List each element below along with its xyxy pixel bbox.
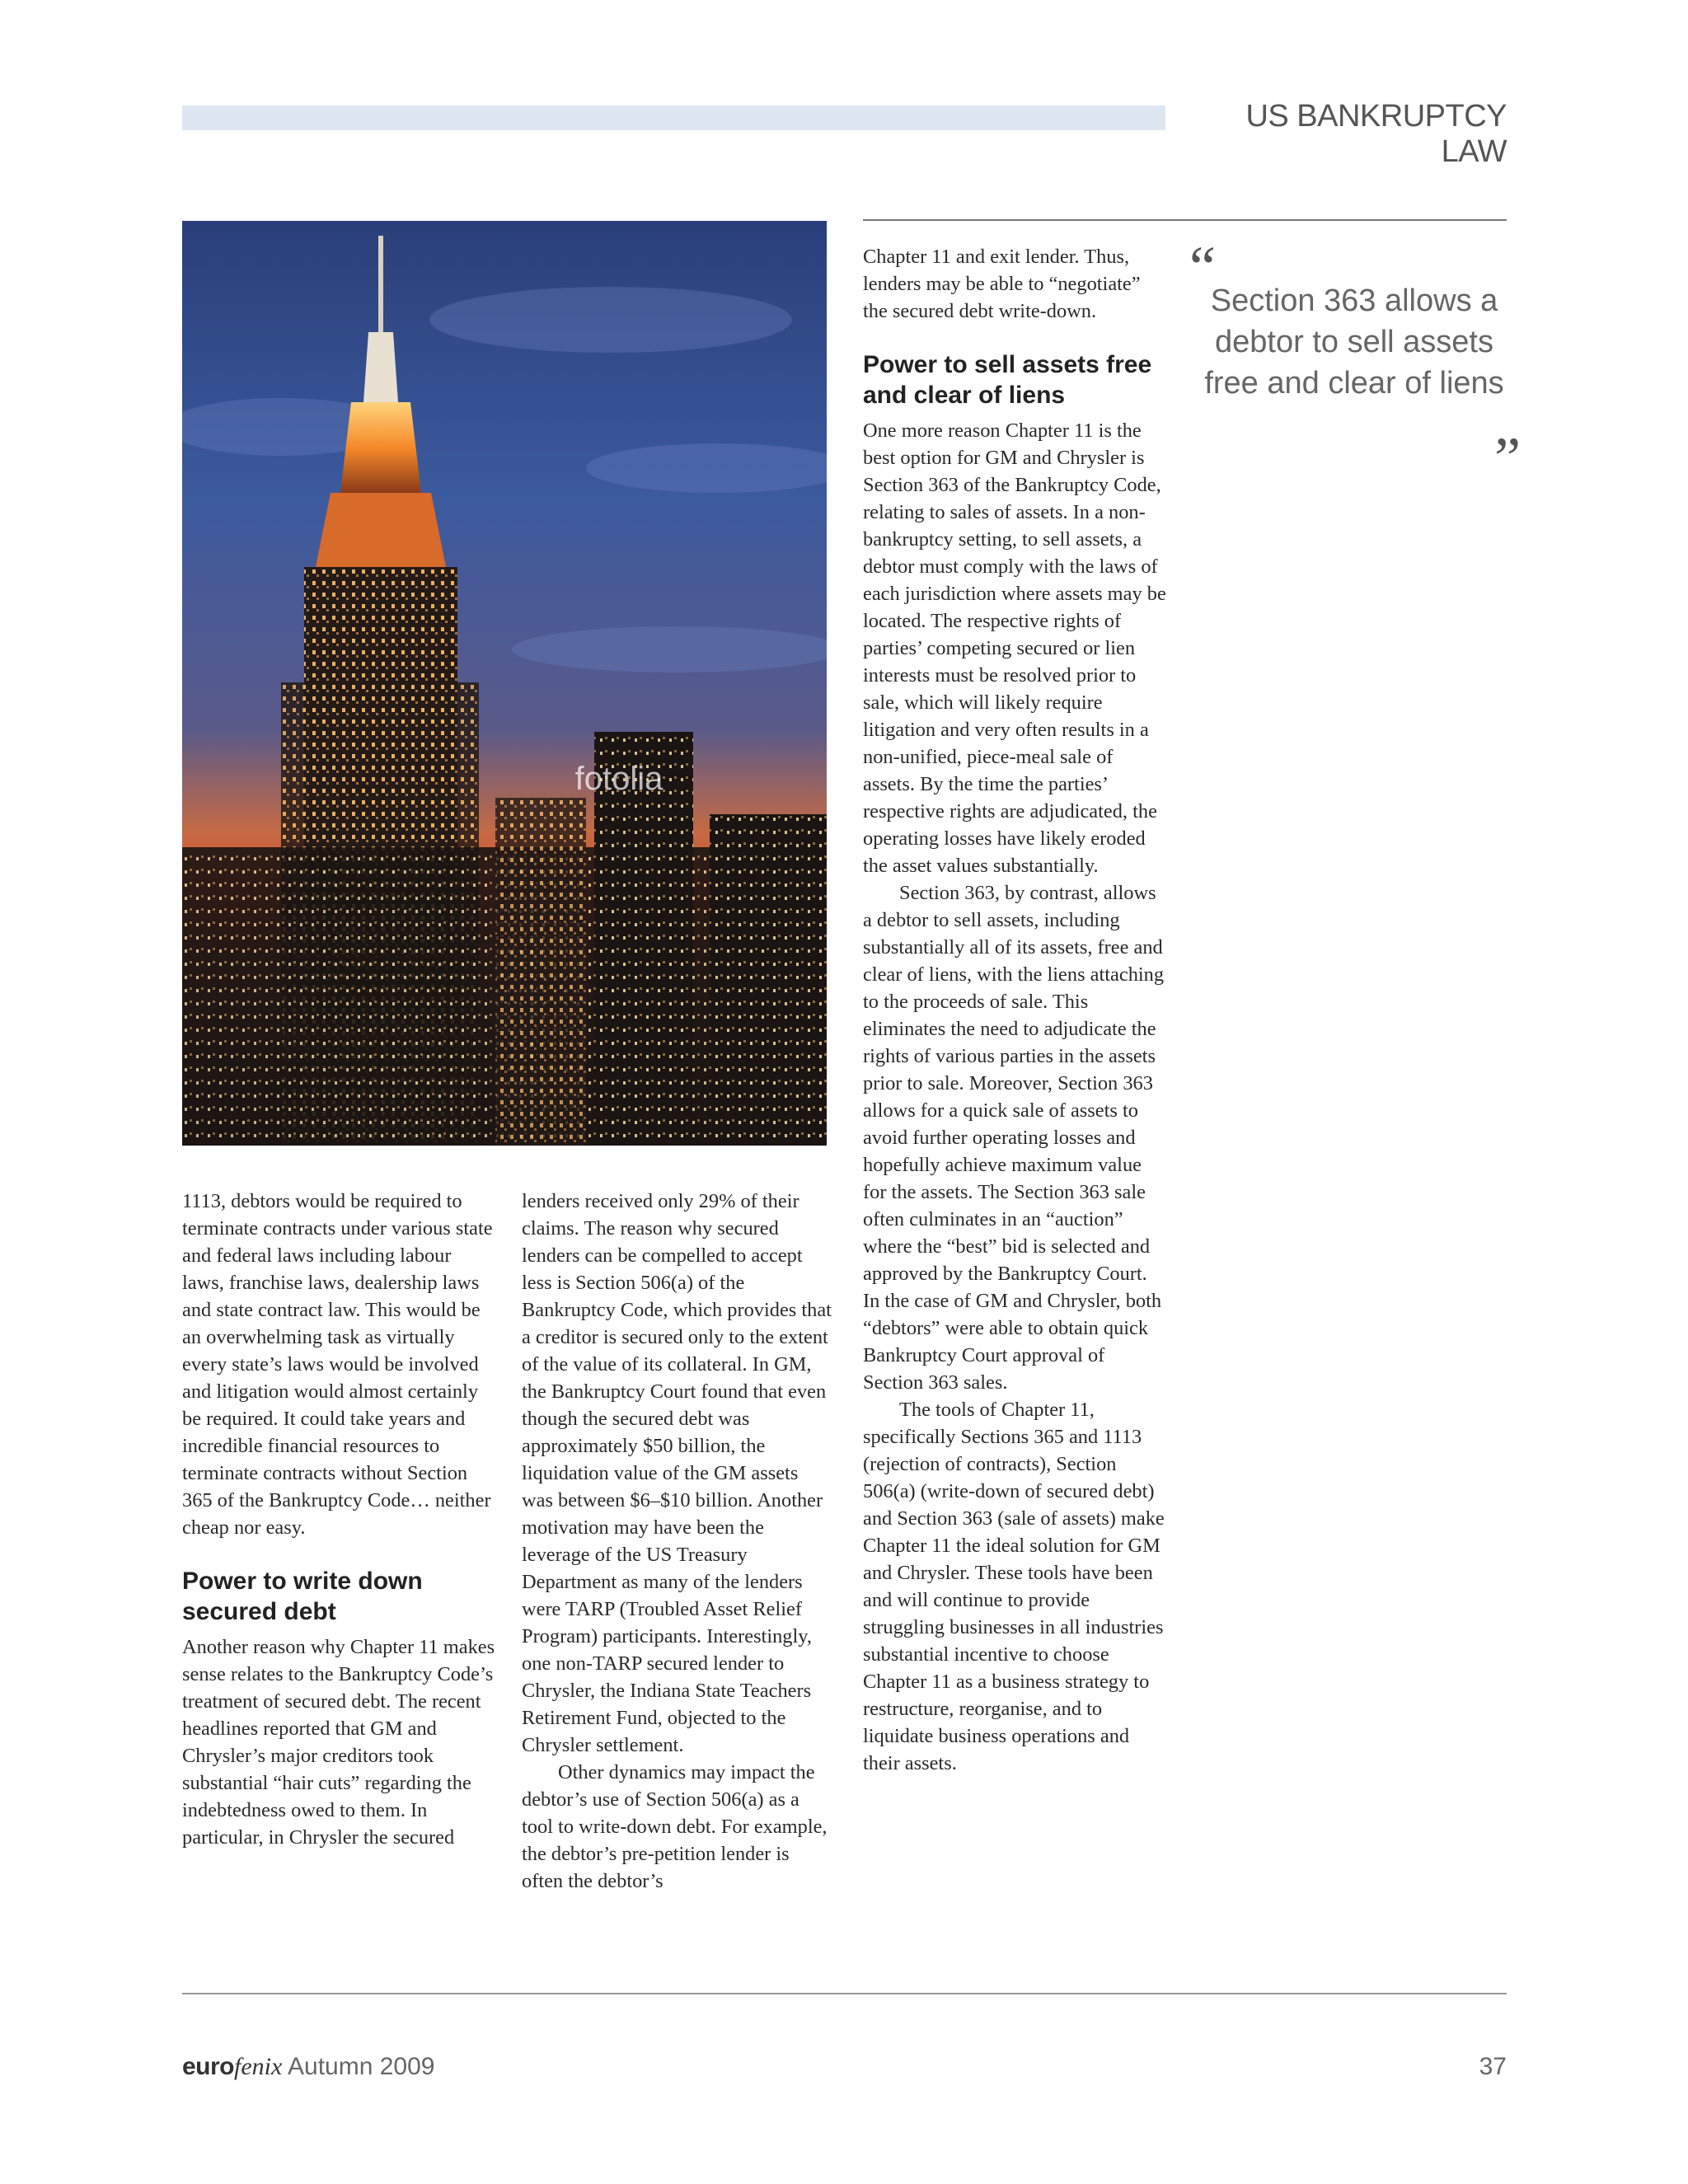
article-column-1 — [182, 1188, 495, 1851]
paragraph: 1113, debtors would be required to terminate contracts under various state and federal laws including labour laws, franchise laws, dealership laws and state contract law. This would be an overwhelming task as virtually every state’s laws would be involved and litigation would almost certainly be required. It could take years and incredible financial resources to terminate contracts without Section 365 of the Bankruptcy Code… neither cheap nor easy. — [182, 1190, 493, 1539]
article-column-2 — [522, 1188, 833, 1895]
close-quote-mark: ” — [1494, 425, 1521, 491]
paragraph: lenders received only 29% of their claims. The reason why secured lenders can be compelled to accept less is Section 506(a) of the Bankruptcy Code, which provides that a creditor is secured only to the extent of the value of its collateral. In GM, the Bankruptcy Court found that even though the secured debt was approximately $50 billion, the liquidation value of the GM assets was between $6–$10 billion. Another motivation may have been the leverage of the US Treasury Department as many of the lenders were TARP (Troubled Asset Relief Program) participants. Interestingly, one non-TARP secured lender to Chrysler, the Indiana State Teachers Retirement Fund, objected to the Chrysler settlement. — [522, 1190, 832, 1756]
section-header: US BANKRUPTCY LAW — [1245, 99, 1507, 169]
paragraph: One more reason Chapter 11 is the best option for GM and Chrysler is Section 363 of the Bankruptcy Code, relating to sales of assets. In a non-bankruptcy setting, to sell assets, a debtor must comply with the laws of each jurisdiction where assets may be located. The respective rights of parties’ competing secured or lien interests must be resolved prior to sale, which will likely require litigation and very often results in a non-unified, piece-meal sale of assets. By the time the parties’ respective rights are adjudicated, the operating losses have likely eroded the asset values substantially. — [863, 419, 1166, 877]
header-bar — [182, 105, 1165, 130]
paragraph: Chapter 11 and exit lender. Thus, lenders may be able to “negotiate” the secured debt write-down. — [863, 246, 1141, 322]
footer-brand — [182, 2052, 434, 2082]
open-quote-mark: “ — [1189, 234, 1216, 300]
paragraph: Other dynamics may impact the debtor’s use of Section 506(a) as a tool to write-down debt. For example, the debtor’s pre-petition lender is often the debtor’s — [522, 1761, 828, 1892]
brand-name-euro: euro — [182, 2053, 235, 2080]
brand-name-fenix: fenix — [234, 2053, 283, 2080]
paragraph: The tools of Chapter 11, specifically Sections 365 and 1113 (rejection of contracts), Section 506(a) (write-down of secured debt) and Section 363 (sale of assets) make Chapter 11 the ideal solution for GM and Chrysler. These tools have been and will continue to provide struggling businesses in all industries substantial incentive to choose Chapter 11 as a business strategy to restructure, reorganise, and to liquidate business operations and their assets. — [863, 1399, 1165, 1774]
subheading-write-down-debt: Power to write down secured debt — [182, 1568, 423, 1625]
subheading-sell-assets: Power to sell assets free and clear of liens — [863, 351, 1152, 409]
pull-quote — [1189, 234, 1521, 491]
page-number: 37 — [1479, 2053, 1507, 2080]
article-column-3 — [863, 243, 1168, 1777]
issue-label: Autumn 2009 — [282, 2053, 435, 2080]
column-top-rule — [863, 219, 1507, 221]
photo-watermark: fotolia — [574, 761, 663, 797]
footer-rule — [182, 1993, 1507, 1994]
pull-quote-text: Section 363 allows a debtor to sell assets free and clear of liens — [1204, 284, 1504, 401]
empire-state-building-photo — [182, 221, 827, 1146]
paragraph: Section 363, by contrast, allows a debtor to sell assets, including substantially all of its assets, free and clear of liens, with the liens attaching to the proceeds of sale. This eliminates the need to adjudicate the rights of various parties in the assets prior to sale. Moreover, Section 363 allows for a quick sale of assets to avoid further operating losses and hopefully achieve maximum value for the assets. The Section 363 sale often culminates in an “auction” where the “best” bid is selected and approved by the Bankruptcy Court. In the case of GM and Chrysler, both “debtors” were able to obtain quick Bankruptcy Court approval of Section 363 sales. — [863, 882, 1165, 1394]
paragraph: Another reason why Chapter 11 makes sense relates to the Bankruptcy Code’s treatment of secured debt. The recent headlines reported that GM and Chrysler’s major creditors took substantial “hair cuts” regarding the indebtedness owed to them. In particular, in Chrysler the secured — [182, 1636, 495, 1849]
